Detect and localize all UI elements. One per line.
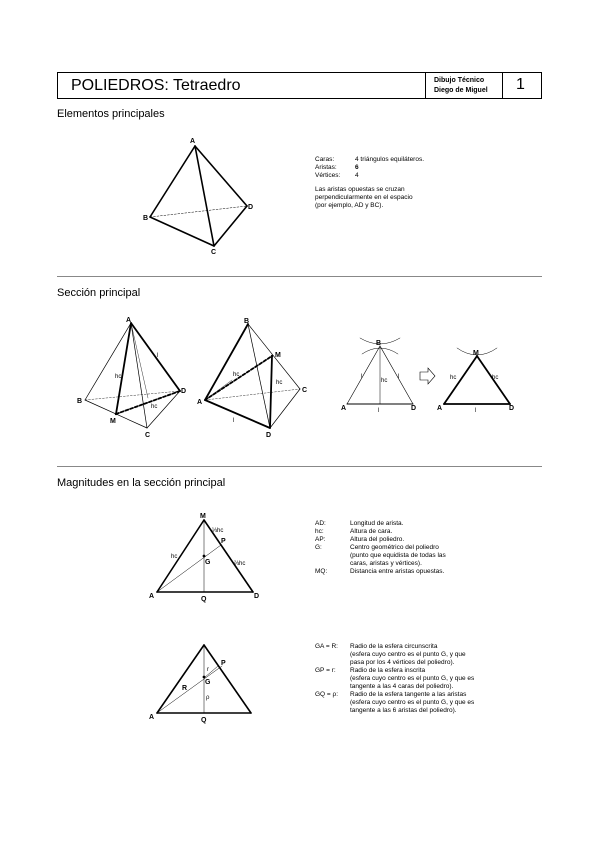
height-label: hc bbox=[115, 374, 122, 380]
edge-label: l bbox=[378, 408, 380, 414]
section-heading-magnitudes: Magnitudes en la sección principal bbox=[57, 477, 226, 489]
fraction-label: ⅔hc bbox=[234, 561, 246, 567]
height-label: hc bbox=[492, 375, 499, 381]
definition-text: Centro geométrico del poliedro bbox=[350, 544, 439, 551]
section-heading-elements: Elementos principales bbox=[57, 108, 165, 120]
definition-key: hc: bbox=[315, 528, 324, 535]
vertex-label: C bbox=[211, 249, 217, 256]
section-heading-section: Sección principal bbox=[57, 287, 141, 299]
definition-key: G: bbox=[315, 544, 322, 551]
point-label: Q bbox=[201, 717, 207, 724]
definition-key: GA = R: bbox=[315, 643, 338, 650]
definition-key: GQ = ρ: bbox=[315, 691, 339, 698]
definition-text: (esfera cuyo centro es el punto G, y que es bbox=[350, 699, 475, 706]
vertices-key: Vértices: bbox=[315, 172, 341, 179]
vertex-label: B bbox=[143, 215, 149, 222]
definition-text: Altura del poliedro. bbox=[350, 536, 405, 543]
vertex-label: D bbox=[411, 405, 417, 412]
vertices-value: 4 bbox=[355, 172, 359, 179]
vertex-label: D bbox=[266, 432, 272, 439]
definition-text: (esfera cuyo centro es el punto G, y que es bbox=[350, 675, 475, 682]
caras-value: 4 triángulos equiláteros. bbox=[355, 156, 425, 163]
point-label: M bbox=[110, 418, 116, 425]
edge-label: l bbox=[233, 418, 235, 424]
definition-text: tangente a las 4 caras del poliedro). bbox=[350, 683, 454, 690]
definition-text: Radio de la esfera tangente a las aristas bbox=[350, 691, 467, 698]
tetrahedron-figure bbox=[150, 146, 247, 246]
radius-label: R bbox=[182, 685, 188, 692]
vertex-label: A bbox=[149, 714, 155, 721]
vertex-label: A bbox=[190, 138, 196, 145]
vertex-label: D bbox=[181, 388, 187, 395]
section-construction bbox=[347, 338, 413, 404]
vertex-label: D bbox=[509, 405, 515, 412]
vertex-label: C bbox=[302, 387, 308, 394]
vertex-label: C bbox=[145, 432, 151, 439]
author-label: Diego de Miguel bbox=[434, 87, 488, 94]
edge-label: l bbox=[157, 353, 159, 359]
vertex-label: B bbox=[244, 318, 250, 325]
radii-triangle bbox=[157, 645, 251, 713]
vertex-label: B bbox=[376, 340, 382, 347]
definition-text: (esfera cuyo centro es el punto G, y que bbox=[350, 651, 466, 658]
edge-label: l bbox=[361, 374, 363, 380]
section-figure-b bbox=[205, 324, 300, 428]
page-number: 1 bbox=[516, 76, 525, 93]
height-label: hc bbox=[276, 380, 283, 386]
caras-key: Caras: bbox=[315, 156, 335, 163]
definition-text: (punto que equidista de todas las bbox=[350, 552, 446, 559]
aristas-key: Aristas: bbox=[315, 164, 337, 171]
note-line: perpendicularmente en el espacio bbox=[315, 194, 413, 201]
edge-label: l bbox=[475, 408, 477, 414]
note-line: (por ejemplo, AD y BC). bbox=[315, 202, 384, 209]
definition-text: Longitud de arista. bbox=[350, 520, 404, 527]
subject-label: Dibujo Técnico bbox=[434, 77, 485, 84]
point-label: G bbox=[205, 559, 211, 566]
vertex-label: B bbox=[77, 398, 83, 405]
point-label: M bbox=[275, 352, 281, 359]
point-label: G bbox=[205, 679, 211, 686]
definition-text: Distancia entre aristas opuestas. bbox=[350, 568, 445, 575]
height-label: hc bbox=[171, 554, 178, 560]
point-label: P bbox=[221, 538, 226, 545]
definition-key: AD: bbox=[315, 520, 326, 527]
fraction-label: ⅓hc bbox=[212, 528, 224, 534]
definition-key: GP = r: bbox=[315, 667, 336, 674]
definition-text: pasa por los 4 vértices del poliedro). bbox=[350, 659, 455, 666]
point-label: P bbox=[221, 660, 226, 667]
vertex-label: A bbox=[341, 405, 347, 412]
height-label: hc bbox=[450, 375, 457, 381]
edge-label: l bbox=[398, 374, 400, 380]
section-figure-a bbox=[85, 323, 180, 428]
height-label: hc bbox=[151, 404, 158, 410]
point-label: M bbox=[473, 350, 479, 357]
note-line: Las aristas opuestas se cruzan bbox=[315, 186, 405, 193]
vertex-label: A bbox=[126, 317, 132, 324]
height-label: hc bbox=[381, 378, 388, 384]
definition-key: AP: bbox=[315, 536, 326, 543]
vertex-label: A bbox=[197, 399, 203, 406]
aristas-value: 6 bbox=[355, 164, 359, 171]
vertex-label: D bbox=[254, 593, 260, 600]
point-label: M bbox=[200, 513, 206, 520]
definition-text: tangente a las 6 aristas del poliedro). bbox=[350, 707, 457, 714]
definition-text: Radio de la esfera circunscrita bbox=[350, 643, 438, 650]
page-title: POLIEDROS: Tetraedro bbox=[71, 77, 241, 94]
radius-label: ρ bbox=[206, 695, 210, 701]
radius-label: r bbox=[207, 667, 209, 673]
definition-key: MQ: bbox=[315, 568, 328, 575]
definition-text: Altura de cara. bbox=[350, 528, 393, 535]
point-label: Q bbox=[201, 596, 207, 603]
vertex-label: A bbox=[149, 593, 155, 600]
definition-text: caras, aristas y vértices). bbox=[350, 560, 422, 567]
arrow-icon bbox=[420, 368, 435, 384]
vertex-label: D bbox=[248, 204, 254, 211]
definition-text: Radio de la esfera inscrita bbox=[350, 667, 426, 674]
height-label: hc bbox=[233, 372, 240, 378]
vertex-label: A bbox=[437, 405, 443, 412]
